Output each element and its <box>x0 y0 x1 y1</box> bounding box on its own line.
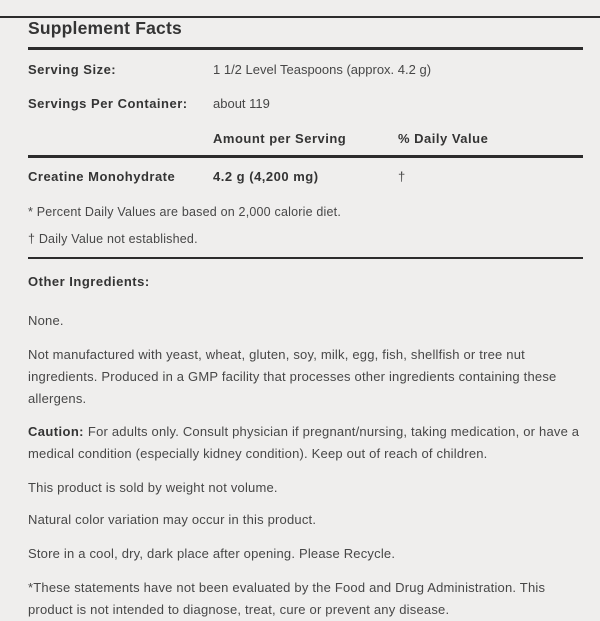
storage-note: Store in a cool, dry, dark place after opening. Please Recycle. <box>28 546 396 561</box>
nutrient-name: Creatine Monohydrate <box>28 168 176 184</box>
serving-size-value: 1 1/2 Level Teaspoons (approx. 4.2 g) <box>213 62 432 77</box>
servings-per-container-label: Servings Per Container: <box>28 96 188 111</box>
fda-disclaimer: *These statements have not been evaluated by the Food and Drug Administration. This product is not intended to diagnose, treat, cure or prevent any disease. <box>28 580 546 617</box>
facts-bottom-divider <box>28 257 583 260</box>
panel-title: Supplement Facts <box>28 18 182 38</box>
serving-size-row <box>28 62 583 77</box>
supplement-facts-panel <box>0 16 600 617</box>
nutrient-daily-value: † <box>398 168 406 184</box>
servings-per-container-row <box>28 96 583 111</box>
table-header-divider <box>28 155 583 158</box>
other-ingredients-label: Other Ingredients: <box>28 274 150 289</box>
table-header-row <box>28 131 583 146</box>
caution-paragraph <box>28 421 580 465</box>
nutrient-amount: 4.2 g (4,200 mg) <box>213 168 319 184</box>
serving-size-label: Serving Size: <box>28 62 117 77</box>
title-divider <box>28 47 583 50</box>
percent-daily-value-footnote: * Percent Daily Values are based on 2,000 calorie diet. <box>28 204 342 219</box>
caution-label: Caution: <box>28 424 84 439</box>
header-amount-per-serving: Amount per Serving <box>213 131 347 146</box>
servings-per-container-value: about 119 <box>213 96 270 111</box>
header-daily-value: % Daily Value <box>398 131 489 146</box>
top-edge-line <box>0 16 600 18</box>
daily-value-not-established-footnote: † Daily Value not established. <box>28 231 198 246</box>
allergen-note: Not manufactured with yeast, wheat, gluten, soy, milk, egg, fish, shellfish or tree nut ingredients. Produced in a GMP facility that processes other ingredients containing these allergens. <box>28 347 557 406</box>
color-variation-note: Natural color variation may occur in this product. <box>28 512 317 527</box>
other-ingredients-value: None. <box>28 313 64 328</box>
caution-text: For adults only. Consult physician if pregnant/nursing, taking medication, or have a medical condition (especially kidney condition). Keep out of reach of children. <box>28 424 580 461</box>
table-row <box>28 169 583 184</box>
weight-note: This product is sold by weight not volume. <box>28 480 278 495</box>
